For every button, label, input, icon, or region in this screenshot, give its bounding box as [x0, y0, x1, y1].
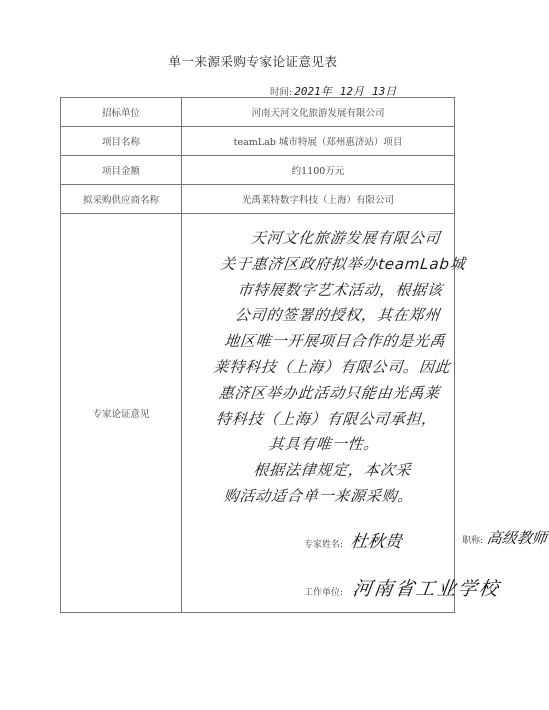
expert-unit-value: 河南省工业学校 — [351, 578, 502, 600]
expert-name-row — [304, 527, 402, 552]
row-label-bidder: 招标单位 — [61, 98, 182, 127]
row-label-amount: 项目金额 — [61, 156, 182, 185]
handwritten-opinion-text: 天河文化旅游发展有限公司 关于惠济区政府拟举办teamLab城 市特展数字艺术活动，根据该 公司的签署的授权，其在郑州 地区唯一开展项目合作的是光禹 莱特科技（上海）有限公司。因此 惠济区举办此活动只能由光禹莱 特科技（上海）有限公司承担， 其具有唯一性。 根据法律规定，本次采 购活动适合单一来源采购。 — [212, 229, 467, 505]
date-day: 13日 — [371, 85, 397, 98]
table-row-opinion — [61, 214, 455, 613]
row-label-opinion: 专家论证意见 — [61, 214, 182, 613]
opinion-cell — [182, 214, 549, 613]
table-row — [61, 127, 455, 156]
expert-title-row — [462, 527, 547, 548]
date-label: 时间: — [270, 87, 293, 98]
row-value-supplier: 光禹莱特数字科技（上海）有限公司 — [182, 185, 455, 214]
date-month: 12月 — [339, 85, 364, 98]
row-value-bidder: 河南天河文化旅游发展有限公司 — [182, 98, 455, 127]
row-label-supplier: 拟采购供应商名称 — [61, 185, 182, 214]
expert-name-label: 专家姓名: — [304, 540, 344, 550]
table-row — [61, 156, 455, 185]
row-label-project-name: 项目名称 — [61, 127, 182, 156]
document-title: 单一来源采购专家论证意见表 — [168, 54, 338, 69]
row-value-amount: 约1100万元 — [182, 156, 455, 185]
table-row — [61, 185, 455, 214]
expert-title-value: 高级教师 — [485, 529, 549, 547]
expert-unit-label: 工作单位: — [304, 588, 344, 598]
expert-title-label: 职称: — [462, 536, 484, 546]
date-year: 2021年 — [294, 85, 332, 98]
row-value-project-name: teamLab 城市特展（郑州惠济站）项目 — [182, 127, 455, 156]
expert-signature: 杜秋贵 — [349, 532, 404, 552]
table-row — [61, 98, 455, 127]
expert-unit-row — [304, 574, 500, 601]
opinion-form-table — [60, 97, 549, 613]
